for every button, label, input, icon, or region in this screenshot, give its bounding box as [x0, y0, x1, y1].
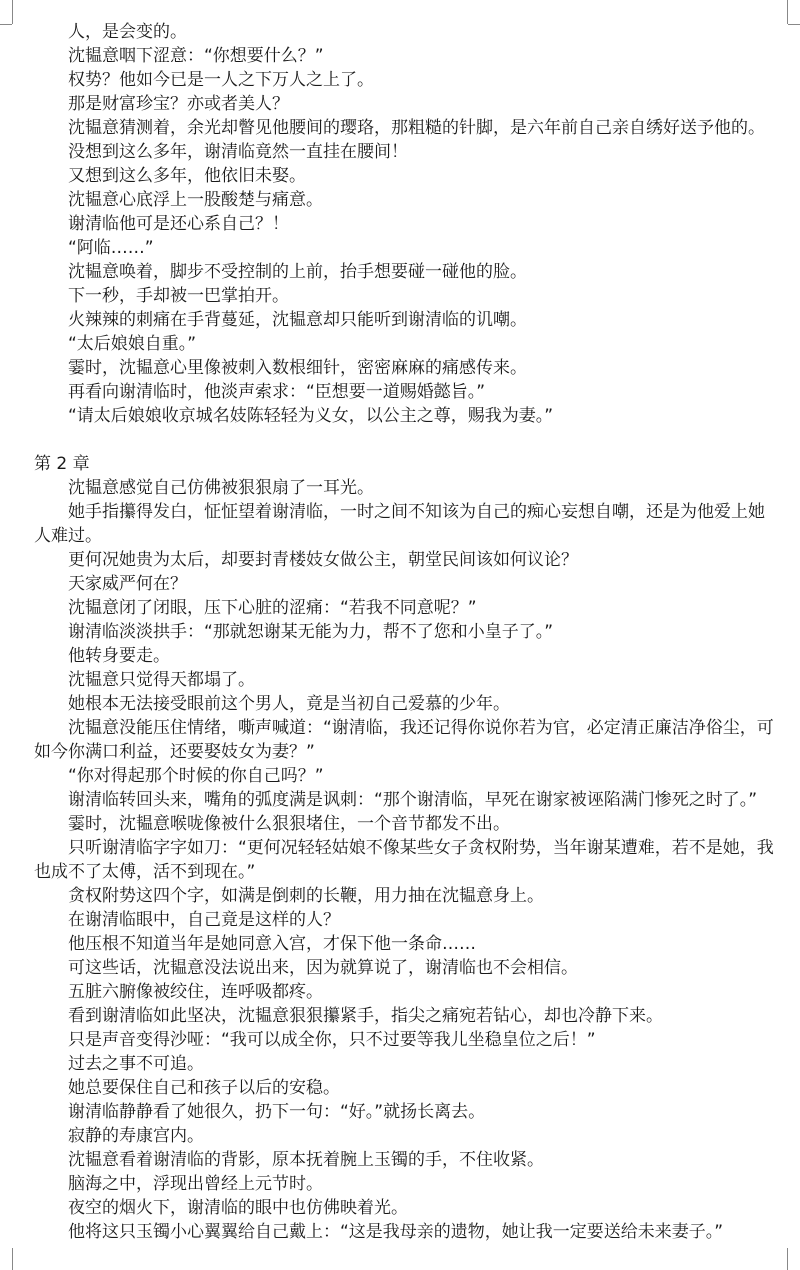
paragraph: 沈韫意没能压住情绪，嘶声喊道：“谢清临，我还记得你说你若为官，必定清正廉洁净俗尘，可如今你满口利益，还要娶妓女为妻？”: [34, 718, 774, 762]
paragraph: 火辣辣的刺痛在手背蔓延，沈韫意却只能听到谢清临的讥嘲。: [68, 310, 527, 330]
paragraph: 沈韫意闭了闭眼，压下心脏的涩痛：“若我不同意呢？”: [68, 598, 477, 618]
paragraph: 沈韫意心底浮上一股酸楚与痛意。: [68, 190, 323, 210]
paragraph: “太后娘娘自重。”: [68, 334, 197, 354]
chapter-heading: 第 2 章: [34, 454, 90, 474]
paragraph: 他压根不知道当年是她同意入宫，才保下他一条命……: [68, 934, 476, 954]
paragraph: 霎时，沈韫意喉咙像被什么狠狠堵住，一个音节都发不出。: [68, 814, 510, 834]
paragraph: 过去之事不可追。: [68, 1054, 204, 1074]
paragraph: “你对得起那个时候的你自己吗？”: [68, 766, 324, 786]
paragraph: 夜空的烟火下，谢清临的眼中也仿佛映着光。: [68, 1198, 408, 1218]
paragraph: 只听谢清临字字如刀：“更何况轻轻姑娘不像某些女子贪权附势，当年谢某遭难，若不是她，我也成不了太傅，活不到现在。”: [34, 838, 774, 882]
paragraph: 她手指攥得发白，怔怔望着谢清临，一时之间不知该为自己的痴心妄想自嘲，还是为他爱上她人难过。: [34, 502, 765, 546]
crop-mark-bottom-right: [787, 1248, 788, 1270]
paragraph: 寂静的寿康宫内。: [68, 1126, 204, 1146]
paragraph: 没想到这么多年，谢清临竟然一直挂在腰间！: [68, 142, 408, 162]
crop-mark-top-right: [787, 0, 788, 24]
paragraph: 脑海之中，浮现出曾经上元节时。: [68, 1174, 323, 1194]
paragraph: 谢清临他可是还心系自己？！: [68, 214, 289, 234]
crop-mark-top-left: [12, 0, 13, 24]
paragraph: 贪权附势这四个字，如满是倒刺的长鞭，用力抽在沈韫意身上。: [68, 886, 544, 906]
section-chapter-2: [34, 476, 774, 1244]
paragraph: 沈韫意猜测着，余光却瞥见他腰间的璎珞，那粗糙的针脚，是六年前自己亲自绣好送予他的。: [68, 118, 765, 138]
paragraph: 他转身要走。: [68, 646, 170, 666]
paragraph: 她根本无法接受眼前这个男人，竟是当初自己爱慕的少年。: [68, 694, 510, 714]
paragraph: 那是财富珍宝？亦或者美人？: [68, 94, 289, 114]
paragraph: 谢清临静静看了她很久，扔下一句：“好。”就扬长离去。: [68, 1102, 486, 1122]
crop-mark-top-right: [788, 24, 800, 25]
paragraph: 五脏六腑像被绞住，连呼吸都疼。: [68, 982, 323, 1002]
paragraph: 再看向谢清临时，他淡声索求：“臣想要一道赐婚懿旨。”: [68, 382, 486, 402]
paragraph: 沈韫意只觉得天都塌了。: [68, 670, 255, 690]
paragraph: 看到谢清临如此坚决，沈韫意狠狠攥紧手，指尖之痛宛若钻心，却也冷静下来。: [68, 1006, 663, 1026]
paragraph: 下一秒，手却被一巴掌拍开。: [68, 286, 289, 306]
paragraph: 又想到这么多年，他依旧未娶。: [68, 166, 306, 186]
paragraph: “阿临……”: [68, 238, 154, 258]
paragraph: “请太后娘娘收京城名妓陈轻轻为义女，以公主之尊，赐我为妻。”: [68, 406, 554, 426]
paragraph: 她总要保住自己和孩子以后的安稳。: [68, 1078, 340, 1098]
document-body: [34, 20, 774, 1244]
section-previous-chapter: [34, 20, 774, 428]
crop-mark-top-left: [0, 24, 12, 25]
paragraph: 可这些话，沈韫意没法说出来，因为就算说了，谢清临也不会相信。: [68, 958, 578, 978]
paragraph: 他将这只玉镯小心翼翼给自己戴上：“这是我母亲的遗物，她让我一定要送给未来妻子。”: [68, 1222, 724, 1242]
crop-mark-bottom-left: [12, 1248, 13, 1270]
paragraph: 只是声音变得沙哑：“我可以成全你，只不过要等我儿坐稳皇位之后！”: [68, 1030, 596, 1050]
paragraph: 霎时，沈韫意心里像被刺入数根细针，密密麻麻的痛感传来。: [68, 358, 527, 378]
paragraph: 谢清临转回头来，嘴角的弧度满是讽刺：“那个谢清临，早死在谢家被诬陷满门惨死之时了。”: [68, 790, 758, 810]
paragraph: 沈韫意感觉自己仿佛被狠狠扇了一耳光。: [68, 478, 374, 498]
paragraph: 沈韫意咽下涩意：“你想要什么？”: [68, 46, 324, 66]
paragraph: 人，是会变的。: [68, 22, 187, 42]
paragraph: 天家威严何在？: [68, 574, 187, 594]
paragraph: 沈韫意看着谢清临的背影，原本抚着腕上玉镯的手，不住收紧。: [68, 1150, 544, 1170]
paragraph: 沈韫意唤着，脚步不受控制的上前，抬手想要碰一碰他的脸。: [68, 262, 527, 282]
paragraph: 更何况她贵为太后，却要封青楼妓女做公主，朝堂民间该如何议论？: [68, 550, 578, 570]
paragraph: 谢清临淡淡拱手：“那就恕谢某无能为力，帮不了您和小皇子了。”: [68, 622, 554, 642]
paragraph: 在谢清临眼中，自己竟是这样的人？: [68, 910, 340, 930]
paragraph: 权势？他如今已是一人之下万人之上了。: [68, 70, 374, 90]
